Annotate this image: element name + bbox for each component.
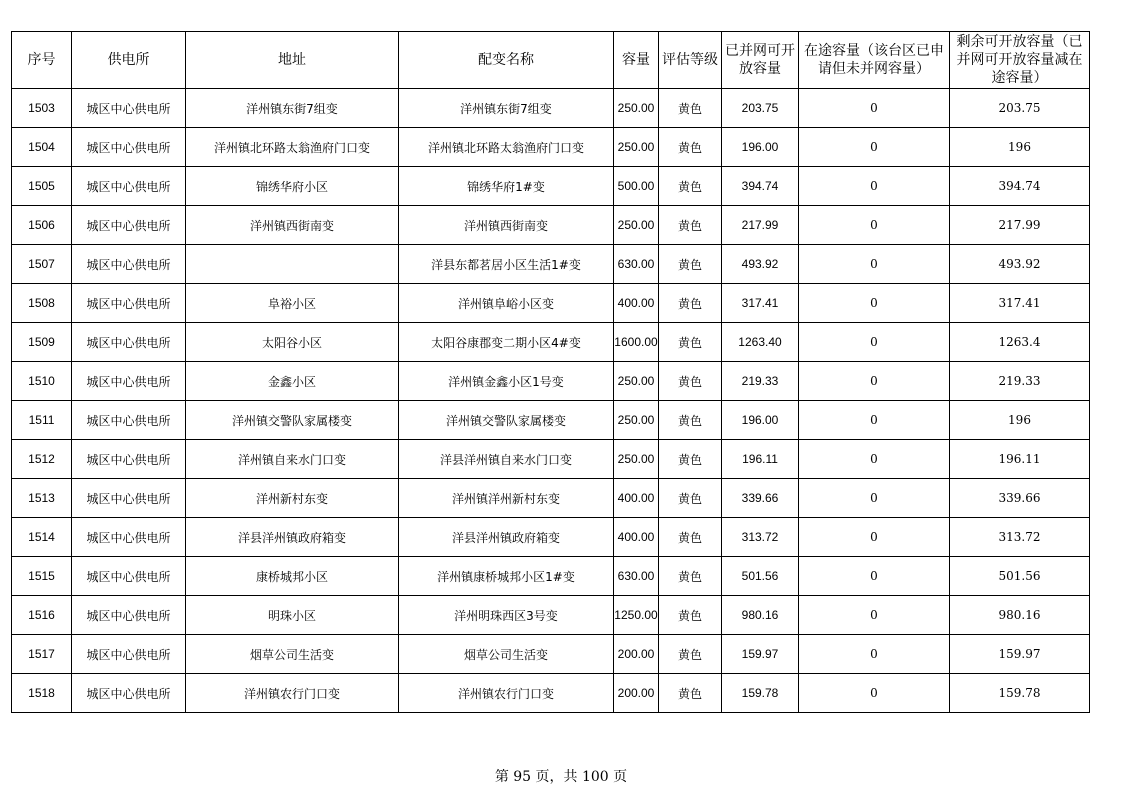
table-row [12, 596, 1090, 635]
cell-transformer: 洋县洋州镇自来水门口变 [399, 440, 614, 479]
cell-no: 1503 [12, 89, 72, 128]
table-body [12, 89, 1090, 713]
cell-station: 城区中心供电所 [72, 596, 186, 635]
cell-connected: 217.99 [722, 206, 799, 245]
cell-remaining: 980.16 [950, 596, 1090, 635]
table-row [12, 128, 1090, 167]
cell-grade: 黄色 [659, 284, 722, 323]
cell-transformer: 洋州镇交警队家属楼变 [399, 401, 614, 440]
table-row [12, 89, 1090, 128]
header-address: 地址 [186, 32, 399, 89]
cell-address: 锦绣华府小区 [186, 167, 399, 206]
cell-grade: 黄色 [659, 479, 722, 518]
header-remaining: 剩余可开放容量（已并网可开放容量减在途容量） [950, 32, 1090, 89]
cell-address: 洋州新村东变 [186, 479, 399, 518]
table-row [12, 284, 1090, 323]
cell-no: 1504 [12, 128, 72, 167]
header-in-transit: 在途容量（该台区已申请但未并网容量） [799, 32, 950, 89]
cell-connected: 196.11 [722, 440, 799, 479]
cell-capacity: 250.00 [614, 401, 659, 440]
cell-in-transit: 0 [799, 635, 950, 674]
cell-remaining: 203.75 [950, 89, 1090, 128]
table-row [12, 245, 1090, 284]
table-row [12, 635, 1090, 674]
cell-address: 洋州镇农行门口变 [186, 674, 399, 713]
cell-no: 1517 [12, 635, 72, 674]
cell-capacity: 1250.00 [614, 596, 659, 635]
cell-transformer: 洋州镇阜峪小区变 [399, 284, 614, 323]
cell-station: 城区中心供电所 [72, 245, 186, 284]
cell-transformer: 洋州镇东街7组变 [399, 89, 614, 128]
cell-remaining: 493.92 [950, 245, 1090, 284]
table-row [12, 401, 1090, 440]
cell-address: 洋州镇北环路太翁渔府门口变 [186, 128, 399, 167]
cell-grade: 黄色 [659, 440, 722, 479]
cell-capacity: 250.00 [614, 362, 659, 401]
cell-capacity: 400.00 [614, 479, 659, 518]
cell-station: 城区中心供电所 [72, 128, 186, 167]
cell-no: 1509 [12, 323, 72, 362]
cell-address: 洋县洋州镇政府箱变 [186, 518, 399, 557]
cell-station: 城区中心供电所 [72, 635, 186, 674]
table-row [12, 323, 1090, 362]
cell-station: 城区中心供电所 [72, 401, 186, 440]
cell-remaining: 317.41 [950, 284, 1090, 323]
cell-no: 1505 [12, 167, 72, 206]
cell-capacity: 400.00 [614, 518, 659, 557]
header-station: 供电所 [72, 32, 186, 89]
cell-connected: 203.75 [722, 89, 799, 128]
cell-no: 1511 [12, 401, 72, 440]
cell-grade: 黄色 [659, 518, 722, 557]
cell-remaining: 159.97 [950, 635, 1090, 674]
cell-no: 1518 [12, 674, 72, 713]
header-transformer: 配变名称 [399, 32, 614, 89]
cell-connected: 339.66 [722, 479, 799, 518]
page-footer: 第 95 页，共 100 页 [494, 769, 628, 785]
cell-in-transit: 0 [799, 362, 950, 401]
table-row [12, 479, 1090, 518]
cell-address: 康桥城邦小区 [186, 557, 399, 596]
cell-remaining: 501.56 [950, 557, 1090, 596]
table-row [12, 518, 1090, 557]
cell-grade: 黄色 [659, 245, 722, 284]
cell-capacity: 250.00 [614, 89, 659, 128]
cell-connected: 196.00 [722, 128, 799, 167]
cell-no: 1513 [12, 479, 72, 518]
cell-in-transit: 0 [799, 596, 950, 635]
cell-station: 城区中心供电所 [72, 167, 186, 206]
cell-station: 城区中心供电所 [72, 362, 186, 401]
cell-remaining: 219.33 [950, 362, 1090, 401]
table-header [12, 32, 1090, 89]
cell-in-transit: 0 [799, 245, 950, 284]
cell-capacity: 630.00 [614, 245, 659, 284]
cell-transformer: 洋州镇北环路太翁渔府门口变 [399, 128, 614, 167]
cell-remaining: 313.72 [950, 518, 1090, 557]
cell-in-transit: 0 [799, 284, 950, 323]
cell-grade: 黄色 [659, 206, 722, 245]
cell-no: 1514 [12, 518, 72, 557]
table-row [12, 557, 1090, 596]
cell-address: 洋州镇东街7组变 [186, 89, 399, 128]
cell-capacity: 200.00 [614, 635, 659, 674]
cell-address: 洋州镇交警队家属楼变 [186, 401, 399, 440]
cell-transformer: 太阳谷康郡变二期小区4#变 [399, 323, 614, 362]
cell-connected: 159.78 [722, 674, 799, 713]
cell-address: 洋州镇西街南变 [186, 206, 399, 245]
cell-grade: 黄色 [659, 596, 722, 635]
cell-address [186, 245, 399, 284]
cell-connected: 313.72 [722, 518, 799, 557]
cell-connected: 317.41 [722, 284, 799, 323]
cell-grade: 黄色 [659, 128, 722, 167]
cell-transformer: 洋州镇洋州新村东变 [399, 479, 614, 518]
capacity-table [11, 31, 1090, 713]
cell-station: 城区中心供电所 [72, 518, 186, 557]
cell-in-transit: 0 [799, 89, 950, 128]
cell-grade: 黄色 [659, 167, 722, 206]
cell-connected: 196.00 [722, 401, 799, 440]
cell-capacity: 200.00 [614, 674, 659, 713]
cell-capacity: 250.00 [614, 128, 659, 167]
cell-address: 太阳谷小区 [186, 323, 399, 362]
cell-remaining: 339.66 [950, 479, 1090, 518]
cell-in-transit: 0 [799, 440, 950, 479]
cell-connected: 980.16 [722, 596, 799, 635]
cell-transformer: 洋县东都茗居小区生活1#变 [399, 245, 614, 284]
cell-capacity: 630.00 [614, 557, 659, 596]
cell-station: 城区中心供电所 [72, 206, 186, 245]
cell-in-transit: 0 [799, 167, 950, 206]
cell-capacity: 500.00 [614, 167, 659, 206]
cell-address: 阜裕小区 [186, 284, 399, 323]
cell-connected: 1263.40 [722, 323, 799, 362]
cell-remaining: 196 [950, 128, 1090, 167]
table-row [12, 206, 1090, 245]
header-no: 序号 [12, 32, 72, 89]
cell-transformer: 洋州镇农行门口变 [399, 674, 614, 713]
cell-station: 城区中心供电所 [72, 440, 186, 479]
cell-grade: 黄色 [659, 557, 722, 596]
cell-station: 城区中心供电所 [72, 674, 186, 713]
cell-in-transit: 0 [799, 557, 950, 596]
cell-grade: 黄色 [659, 323, 722, 362]
cell-address: 烟草公司生活变 [186, 635, 399, 674]
cell-transformer: 洋州镇西街南变 [399, 206, 614, 245]
cell-grade: 黄色 [659, 635, 722, 674]
cell-remaining: 1263.4 [950, 323, 1090, 362]
cell-remaining: 159.78 [950, 674, 1090, 713]
cell-address: 明珠小区 [186, 596, 399, 635]
header-capacity: 容量 [614, 32, 659, 89]
cell-in-transit: 0 [799, 206, 950, 245]
cell-in-transit: 0 [799, 401, 950, 440]
cell-station: 城区中心供电所 [72, 479, 186, 518]
table-row [12, 674, 1090, 713]
cell-grade: 黄色 [659, 674, 722, 713]
table-row [12, 440, 1090, 479]
cell-no: 1510 [12, 362, 72, 401]
cell-grade: 黄色 [659, 362, 722, 401]
cell-address: 金鑫小区 [186, 362, 399, 401]
cell-capacity: 1600.00 [614, 323, 659, 362]
cell-no: 1507 [12, 245, 72, 284]
cell-no: 1512 [12, 440, 72, 479]
cell-no: 1508 [12, 284, 72, 323]
cell-in-transit: 0 [799, 479, 950, 518]
cell-station: 城区中心供电所 [72, 284, 186, 323]
header-grade: 评估等级 [659, 32, 722, 89]
cell-connected: 493.92 [722, 245, 799, 284]
cell-transformer: 锦绣华府1#变 [399, 167, 614, 206]
cell-in-transit: 0 [799, 323, 950, 362]
cell-station: 城区中心供电所 [72, 89, 186, 128]
cell-grade: 黄色 [659, 401, 722, 440]
cell-capacity: 400.00 [614, 284, 659, 323]
cell-capacity: 250.00 [614, 206, 659, 245]
cell-remaining: 394.74 [950, 167, 1090, 206]
cell-station: 城区中心供电所 [72, 323, 186, 362]
cell-in-transit: 0 [799, 674, 950, 713]
cell-connected: 394.74 [722, 167, 799, 206]
cell-remaining: 196 [950, 401, 1090, 440]
cell-address: 洋州镇自来水门口变 [186, 440, 399, 479]
cell-no: 1516 [12, 596, 72, 635]
cell-no: 1506 [12, 206, 72, 245]
header-row [12, 32, 1090, 89]
cell-in-transit: 0 [799, 128, 950, 167]
cell-remaining: 217.99 [950, 206, 1090, 245]
cell-no: 1515 [12, 557, 72, 596]
header-connected: 已并网可开放容量 [722, 32, 799, 89]
table-row [12, 167, 1090, 206]
cell-transformer: 洋州镇金鑫小区1号变 [399, 362, 614, 401]
cell-transformer: 烟草公司生活变 [399, 635, 614, 674]
cell-capacity: 250.00 [614, 440, 659, 479]
cell-station: 城区中心供电所 [72, 557, 186, 596]
cell-remaining: 196.11 [950, 440, 1090, 479]
cell-in-transit: 0 [799, 518, 950, 557]
cell-transformer: 洋县洋州镇政府箱变 [399, 518, 614, 557]
table-row [12, 362, 1090, 401]
cell-connected: 159.97 [722, 635, 799, 674]
cell-connected: 501.56 [722, 557, 799, 596]
cell-transformer: 洋州镇康桥城邦小区1#变 [399, 557, 614, 596]
cell-connected: 219.33 [722, 362, 799, 401]
cell-grade: 黄色 [659, 89, 722, 128]
cell-transformer: 洋州明珠西区3号变 [399, 596, 614, 635]
